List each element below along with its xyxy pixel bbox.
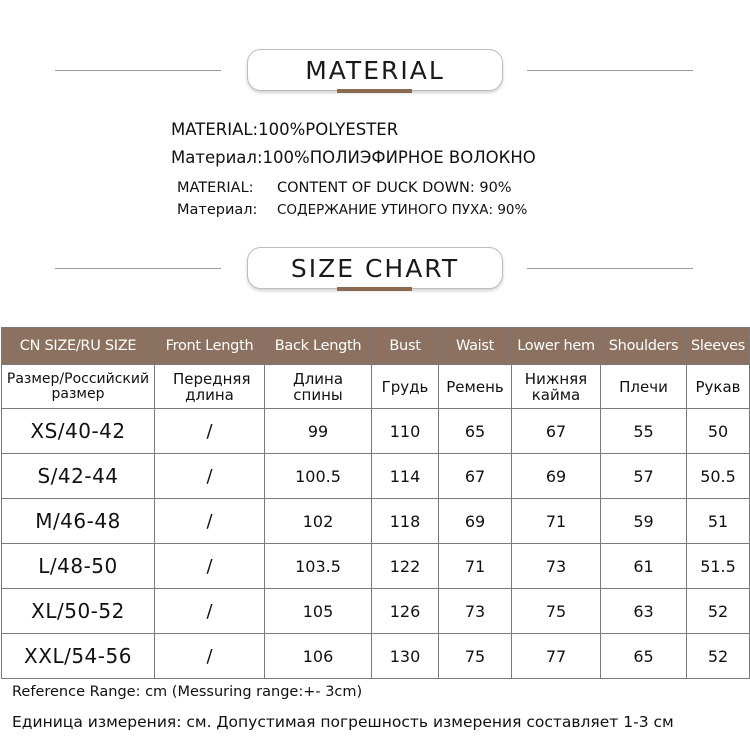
header-ru-size: Размер/Российский размер	[2, 365, 155, 409]
cell-size: XS/40-42	[2, 409, 155, 454]
cell-waist: 65	[439, 409, 512, 454]
cell-size: L/48-50	[2, 544, 155, 589]
header-size: CN SIZE/RU SIZE	[2, 328, 155, 365]
cell-back: 100.5	[265, 454, 372, 499]
header-bust: Bust	[372, 328, 439, 365]
header-ru-bust: Грудь	[372, 365, 439, 409]
header-ru-lower-hem: Нижняя кайма	[512, 365, 601, 409]
material-divider-right	[527, 70, 693, 71]
cell-size: M/46-48	[2, 499, 155, 544]
cell-front: /	[155, 589, 265, 634]
header-back-length: Back Length	[265, 328, 372, 365]
cell-front: /	[155, 499, 265, 544]
cell-shoulders: 55	[601, 409, 687, 454]
material-label: Материал:	[171, 148, 263, 167]
header-shoulders: Shoulders	[601, 328, 687, 365]
cell-waist: 73	[439, 589, 512, 634]
cell-back: 103.5	[265, 544, 372, 589]
cell-hem: 71	[512, 499, 601, 544]
table-row	[2, 589, 750, 634]
cell-shoulders: 61	[601, 544, 687, 589]
cell-front: /	[155, 634, 265, 679]
cell-bust: 126	[372, 589, 439, 634]
header-ru-front-length: Передняя длина	[155, 365, 265, 409]
material-title	[247, 49, 503, 91]
size-chart-title-text: SIZE CHART	[290, 253, 460, 283]
cell-sleeves: 52	[687, 589, 750, 634]
material-line-2	[171, 148, 536, 167]
cell-back: 105	[265, 589, 372, 634]
cell-sleeves: 52	[687, 634, 750, 679]
material-line-1	[171, 120, 398, 139]
material-value: 100%POLYESTER	[258, 120, 399, 139]
size-chart-title	[247, 247, 503, 289]
material-value: СОДЕРЖАНИЕ УТИНОГО ПУХА: 90%	[277, 202, 528, 218]
header-sleeves: Sleeves	[687, 328, 750, 365]
cell-waist: 67	[439, 454, 512, 499]
table-row	[2, 634, 750, 679]
size-divider-left	[55, 268, 221, 269]
material-label: MATERIAL:	[177, 180, 254, 196]
cell-size: XXL/54-56	[2, 634, 155, 679]
table-row	[2, 409, 750, 454]
material-divider-left	[55, 70, 221, 71]
cell-shoulders: 65	[601, 634, 687, 679]
header-front-length: Front Length	[155, 328, 265, 365]
cell-hem: 73	[512, 544, 601, 589]
table-row	[2, 544, 750, 589]
cell-back: 99	[265, 409, 372, 454]
header-ru-shoulders: Плечи	[601, 365, 687, 409]
cell-sleeves: 50	[687, 409, 750, 454]
material-label: Материал:	[177, 202, 258, 218]
material-line-3	[177, 180, 512, 196]
header-ru-sleeves: Рукав	[687, 365, 750, 409]
material-title-text: MATERIAL	[305, 55, 445, 85]
header-ru-back-length: Длина спины	[265, 365, 372, 409]
cell-hem: 69	[512, 454, 601, 499]
cell-hem: 77	[512, 634, 601, 679]
reference-range-en: Reference Range: cm (Messuring range:+- 3cm)	[12, 684, 363, 700]
size-title-underline	[337, 287, 412, 291]
cell-back: 106	[265, 634, 372, 679]
cell-sleeves: 50.5	[687, 454, 750, 499]
cell-front: /	[155, 544, 265, 589]
material-line-4	[177, 202, 527, 218]
cell-waist: 75	[439, 634, 512, 679]
cell-front: /	[155, 454, 265, 499]
size-divider-right	[527, 268, 693, 269]
cell-waist: 69	[439, 499, 512, 544]
table-row	[2, 454, 750, 499]
cell-sleeves: 51.5	[687, 544, 750, 589]
material-title-underline	[337, 89, 412, 93]
header-ru-waist: Ремень	[439, 365, 512, 409]
cell-bust: 110	[372, 409, 439, 454]
material-value: 100%ПОЛИЭФИРНОЕ ВОЛОКНО	[262, 148, 536, 167]
cell-shoulders: 63	[601, 589, 687, 634]
cell-bust: 114	[372, 454, 439, 499]
cell-waist: 71	[439, 544, 512, 589]
cell-shoulders: 59	[601, 499, 687, 544]
material-value: CONTENT OF DUCK DOWN: 90%	[277, 180, 512, 196]
header-waist: Waist	[439, 328, 512, 365]
cell-bust: 118	[372, 499, 439, 544]
reference-range-ru: Единица измерения: см. Допустимая погрешность измерения составляет 1-3 см	[12, 713, 674, 731]
cell-hem: 67	[512, 409, 601, 454]
cell-sleeves: 51	[687, 499, 750, 544]
cell-size: S/42-44	[2, 454, 155, 499]
cell-back: 102	[265, 499, 372, 544]
cell-size: XL/50-52	[2, 589, 155, 634]
cell-hem: 75	[512, 589, 601, 634]
material-label: MATERIAL:	[171, 120, 259, 139]
cell-shoulders: 57	[601, 454, 687, 499]
header-row-en	[2, 328, 750, 365]
cell-bust: 122	[372, 544, 439, 589]
table-row	[2, 499, 750, 544]
header-lower-hem: Lower hem	[512, 328, 601, 365]
size-chart-table	[1, 327, 750, 679]
header-row-ru	[2, 365, 750, 409]
cell-front: /	[155, 409, 265, 454]
cell-bust: 130	[372, 634, 439, 679]
